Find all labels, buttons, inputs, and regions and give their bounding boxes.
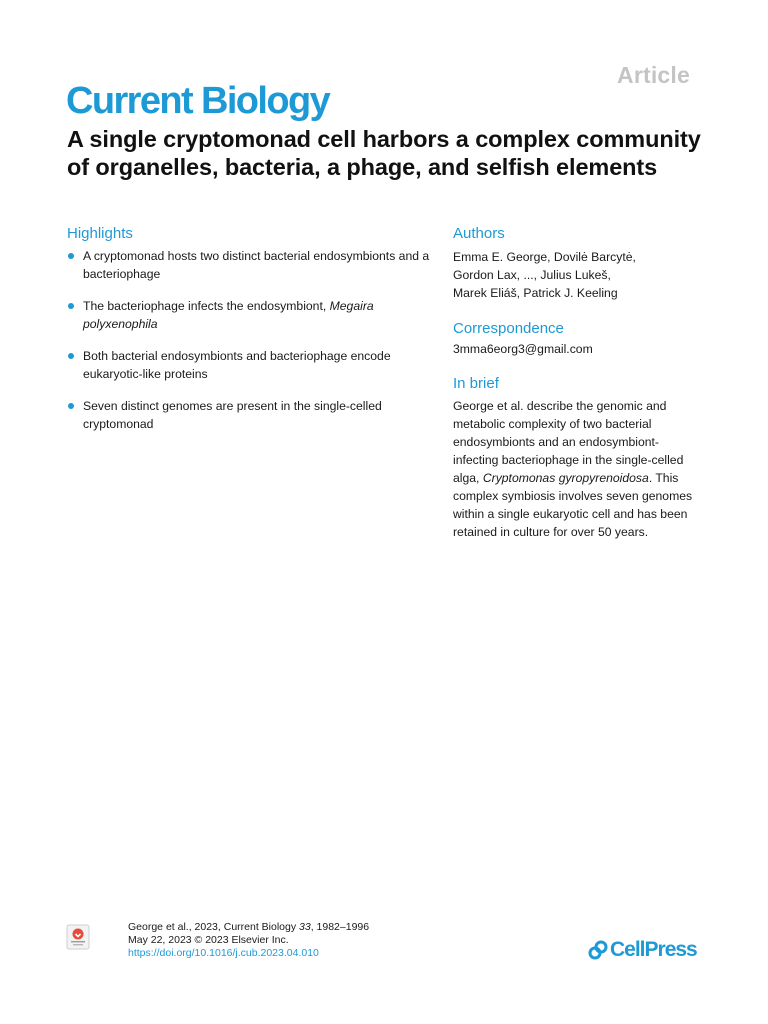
highlight-text: A cryptomonad hosts two distinct bacterial endosymbionts and a bacteriophage [83,249,430,281]
doi-link[interactable]: https://doi.org/10.1016/j.cub.2023.04.010 [128,947,319,959]
bullet-icon [68,353,74,359]
bullet-icon [68,403,74,409]
article-type-label: Article [617,62,690,88]
cellpress-mark-icon [588,940,608,960]
highlight-item [67,347,437,383]
citation-volume: 33 [299,921,311,933]
highlight-item [67,397,437,433]
in-brief-heading: In brief [453,375,499,392]
paper-title: A single cryptomonad cell harbors a complex community of organelles, bacteria, a phage, and selfish elements [67,126,701,180]
highlight-text: Both bacterial endosymbionts and bacteriophage encode eukaryotic-like proteins [83,349,391,381]
check-for-updates-icon[interactable] [66,924,90,950]
highlights-list [67,247,437,447]
bullet-icon [68,303,74,309]
in-brief-species-name: Cryptomonas gyropyrenoidosa [482,471,649,485]
authors-heading: Authors [453,225,505,242]
in-brief-part: . This complex symbiosis involves seven genomes within a single eukaryotic cell and has been retained in culture for over 50 years. [453,471,693,539]
highlight-text: The bacteriophage infects the endosymbiont, [83,299,330,313]
cellpress-logo [588,938,697,962]
highlights-heading: Highlights [67,225,133,242]
publication-date: May 22, 2023 © 2023 Elsevier Inc. [128,934,289,946]
author-line: Emma E. George, Dovilė Barcytė, [453,250,636,264]
in-brief-part: George et al. describe the genomic and metabolic complexity of two bacterial endosymbionts and an endosymbiont-infecting bacteriophage in the single-celled alga, [453,399,684,485]
author-line: Gordon Lax, ..., Julius Lukeš, [453,268,611,282]
citation-text: George et al., 2023, Current Biology [128,921,300,933]
author-line: Marek Eliáš, Patrick J. Keeling [453,286,618,300]
correspondence-heading: Correspondence [453,320,564,337]
highlight-item [67,247,437,283]
bullet-icon [68,253,74,259]
citation-line [128,921,369,934]
highlight-text: Seven distinct genomes are present in the single-celled cryptomonad [83,399,382,431]
highlight-species-name: Megaira polyxenophila [83,299,374,331]
publisher-name: CellPress [610,938,697,961]
highlight-item [67,297,437,333]
citation-block [128,921,369,960]
in-brief-text [453,397,703,541]
journal-title: Current Biology [66,80,330,122]
correspondence-email[interactable]: 3mma6eorg3@gmail.com [453,342,593,356]
authors-list [453,248,713,302]
citation-pages: , 1982–1996 [310,921,370,933]
